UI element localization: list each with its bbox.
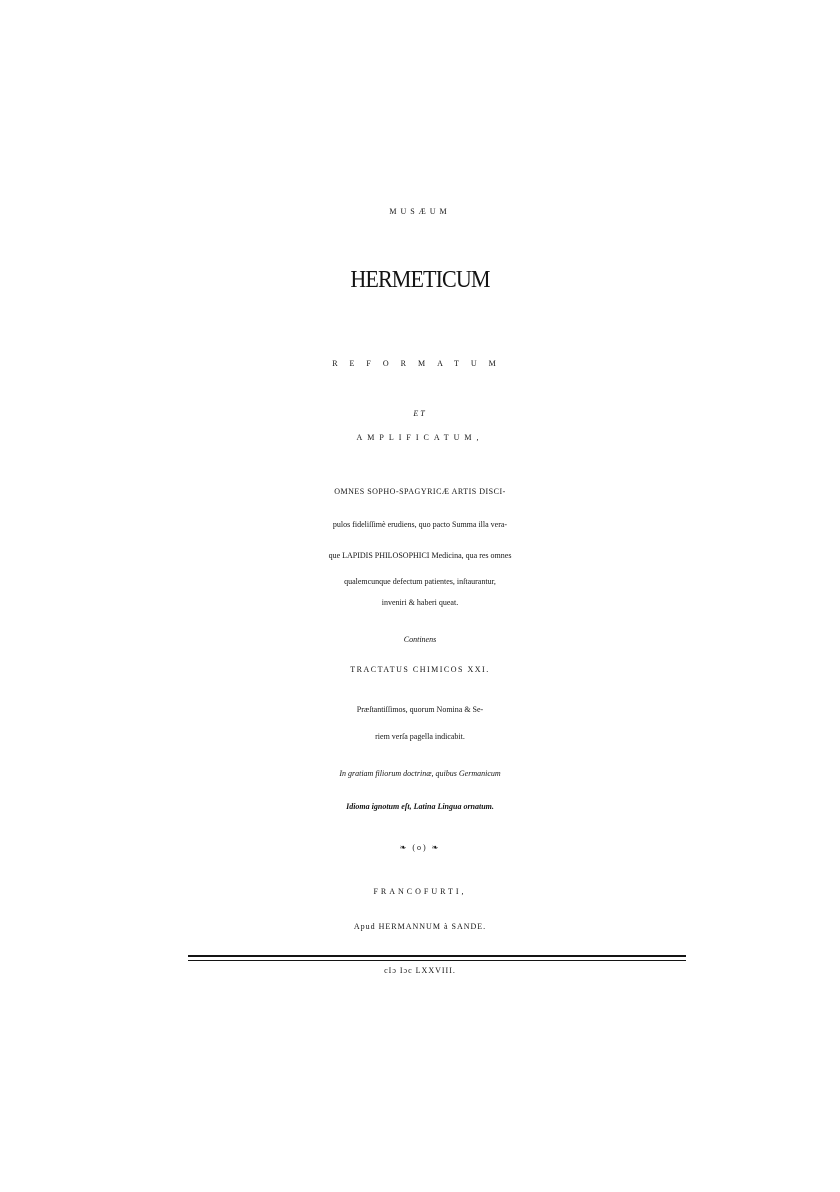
- title-et: ET: [413, 409, 427, 418]
- subtitle-line: que LAPIDIS PHILOSOPHICI Medicina, qua res omnes: [328, 551, 512, 560]
- tractatus-heading: TRACTATUS CHIMICOS XXI.: [350, 665, 490, 674]
- gratiam-line: Idioma ignotum eſt, Latina Lingua ornatum.: [346, 802, 494, 811]
- imprint-rule-thin: [188, 960, 686, 961]
- subtitle-line: OMNES SOPHO-SPAGYRICÆ ARTIS DISCI-: [334, 487, 506, 496]
- imprint-publisher: Apud HERMANNUM à SANDE.: [353, 922, 487, 931]
- imprint-year: cIɔ Iɔc LXXVIII.: [384, 966, 456, 975]
- imprint-rule: [188, 955, 686, 957]
- title-museum: MUSÆUM: [389, 207, 451, 216]
- printer-ornament-icon: ❧ (o) ❧: [399, 843, 441, 852]
- gratiam-line: In gratiam filiorum doctrinæ, quibus Germanicum: [339, 769, 501, 778]
- tractatus-line: Præſtantiſſimos, quorum Nomina & Se-: [356, 705, 484, 714]
- subtitle-line: pulos fideliſſimè erudiens, quo pacto Summa illa vera-: [332, 520, 508, 529]
- imprint-place: FRANCOFURTI,: [373, 887, 467, 896]
- continens-label: Continens: [403, 635, 437, 644]
- subtitle-line: qualemcunque defectum patientes, inſtaurantur,: [344, 577, 496, 586]
- tractatus-line: riem verſa pagella indicabit.: [375, 732, 465, 741]
- title-hermeticum: HERMETICUM: [350, 267, 490, 293]
- subtitle-line: inveniri & haberi queat.: [381, 598, 459, 607]
- title-amplificatum: AMPLIFICATUM,: [356, 433, 484, 442]
- title-reformatum: REFORMATUM: [332, 359, 508, 368]
